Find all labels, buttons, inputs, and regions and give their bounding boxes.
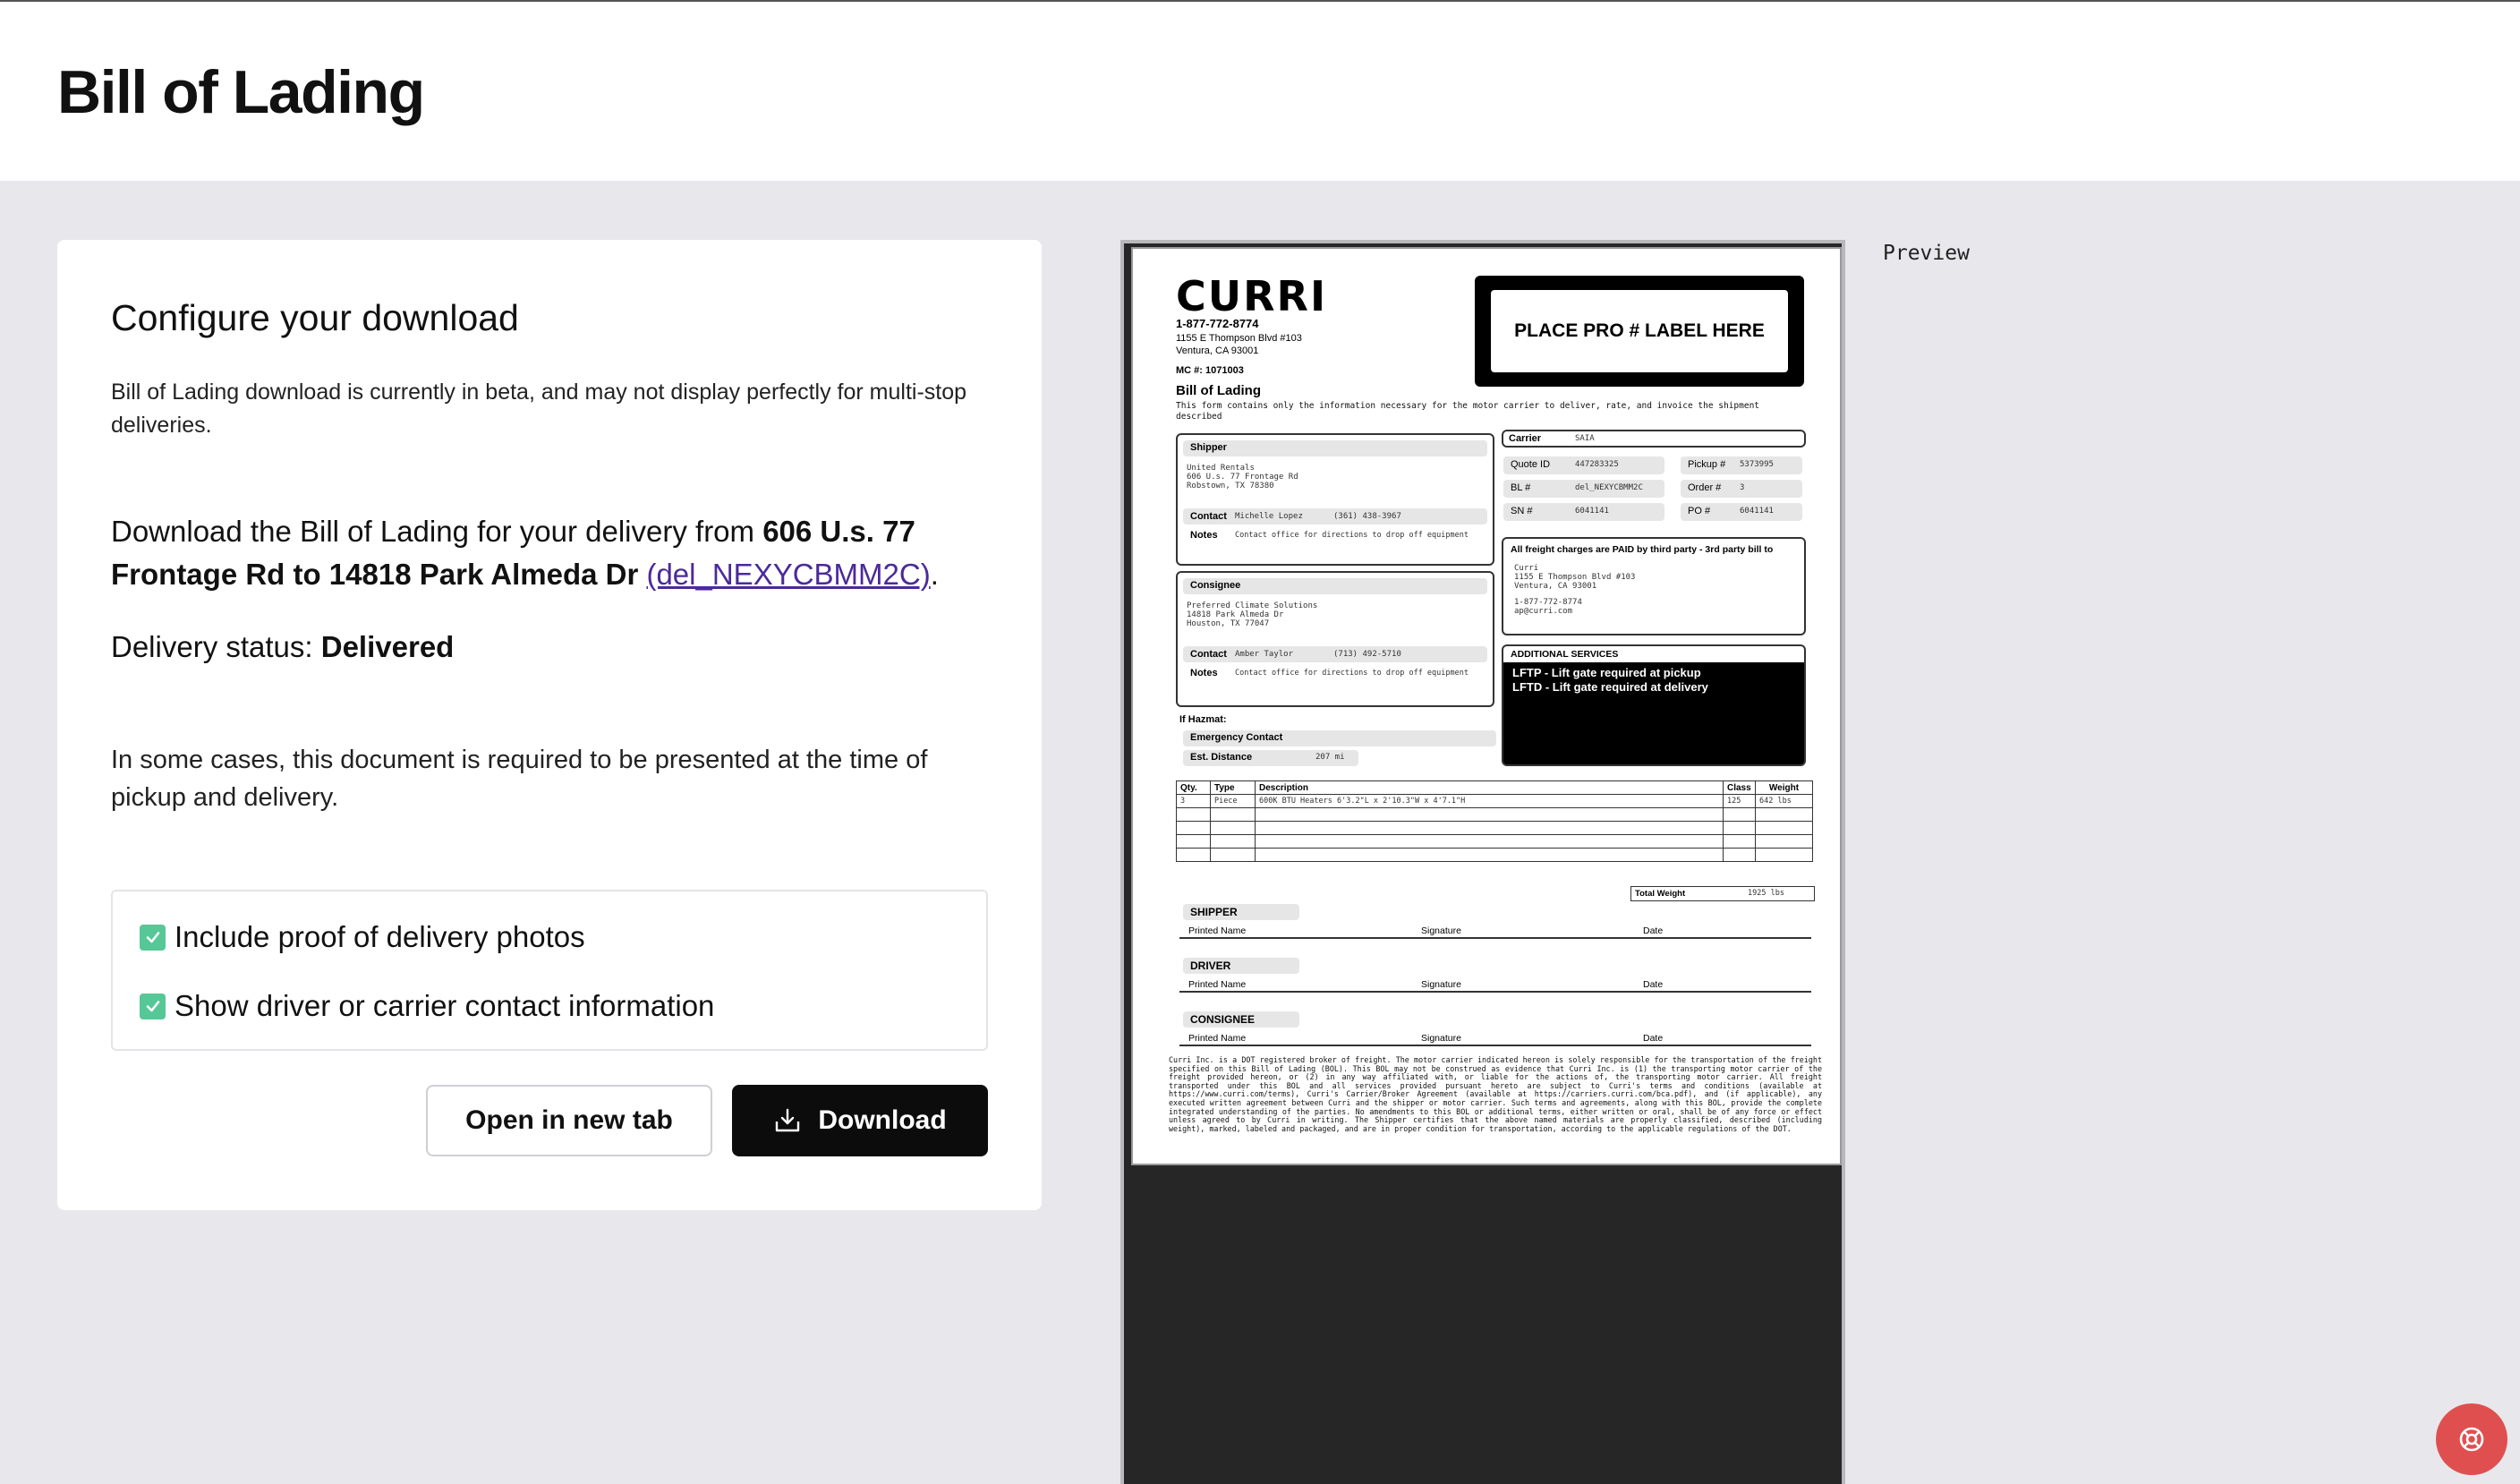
help-widget-button[interactable]	[2436, 1403, 2507, 1475]
pro-label-box	[1475, 276, 1804, 387]
shipper-box	[1176, 433, 1494, 566]
open-new-tab-button[interactable]	[426, 1085, 712, 1156]
sig-printed-name: Printed Name	[1188, 979, 1247, 990]
table-header-row	[1177, 781, 1813, 795]
checkbox-checked-icon[interactable]	[140, 925, 166, 951]
sig-signature: Signature	[1421, 1033, 1461, 1044]
sig-signature: Signature	[1421, 925, 1461, 936]
shipper-contact: Michelle Lopez	[1235, 512, 1303, 521]
signature-line	[1179, 937, 1811, 939]
po-pill	[1681, 503, 1802, 521]
legal-text: Curri Inc. is a DOT registered broker of freight. The motor carrier indicated hereon is solely responsible for the transportation of the freight specified on this Bill of Lading (BOL). This BOL may not be construed as evidence that Curri Inc. is (1) the transporting motor carrier of the freight provided hereon, or (2) in any way affiliated with, or liable for the actions of, the transporting motor carrier. All freight transported under this BOL and all services provided pursuant hereto are subject to Curri's terms and conditions (available at https://www.curri.com/terms), Curri's Carrier/Broker Agreement (available at https://carriers.curri.com/bca.pdf), and (if applicable), any executed written agreement between Curri and the shipper or motor carrier. Such terms and agreements, along with this BOL, provide the complete integrated understanding of the parties. No amendments to this BOL or additional terms, either written or oral, shall be of any force or effect unless agreed to by Curri in writing. The Shipper certifies that the above named materials are properly classified, described (including weight), marked, labeled and packaged, and are in proper condition for transportation, according to the applicable regulations of the DOT.	[1169, 1055, 1822, 1133]
bol-subtitle: This form contains only the information necessary for the motor carrier to deliver, rate, and invoice the shipment described	[1176, 401, 1760, 422]
carrier-label: Carrier	[1509, 433, 1542, 444]
consignee-contact-label: Contact	[1190, 649, 1227, 660]
delivery-status	[111, 630, 454, 664]
pickup-pill	[1681, 456, 1802, 474]
option-proof-photos[interactable]	[140, 920, 585, 954]
download-options	[111, 890, 988, 1051]
configure-title: Configure your download	[111, 297, 519, 338]
checkbox-checked-icon[interactable]	[140, 994, 166, 1019]
delivery-id-link[interactable]: (del_NEXYCBMM2C)	[646, 558, 931, 591]
option-label: Include proof of delivery photos	[175, 920, 585, 953]
sig-section-consignee: CONSIGNEE	[1183, 1011, 1299, 1028]
option-label: Show driver or carrier contact information	[175, 989, 715, 1022]
table-cell: 3	[1177, 795, 1211, 808]
consignee-phone: (713) 492-5710	[1333, 650, 1401, 659]
freight-email: ap@curri.com	[1514, 607, 1573, 616]
quote-id-value: 447283325	[1575, 460, 1619, 469]
shipper-notes: Contact office for directions to drop off equipment	[1235, 531, 1469, 540]
shipper-phone: (361) 438-3967	[1333, 512, 1401, 521]
page-header	[0, 2, 2520, 181]
lifebuoy-icon	[2456, 1423, 2488, 1455]
company-address1: 1155 E Thompson Blvd #103	[1176, 333, 1302, 344]
shipper-notes-label: Notes	[1190, 530, 1218, 541]
emergency-contact: Emergency Contact	[1183, 730, 1496, 746]
service-item: LFTP - Lift gate required at pickup	[1512, 666, 1701, 679]
sig-printed-name: Printed Name	[1188, 925, 1247, 936]
shipper-name: United Rentals	[1187, 464, 1255, 473]
table-row-empty	[1177, 822, 1813, 835]
desc-prefix: Download the Bill of Lading for your delivery from	[111, 515, 763, 548]
company-address2: Ventura, CA 93001	[1176, 345, 1259, 356]
requirement-note: In some cases, this document is required to be presented at the time of pickup and delivery.	[111, 746, 928, 812]
total-weight-box	[1630, 886, 1815, 901]
consignee-notes: Contact office for directions to drop off equipment	[1235, 669, 1469, 678]
carrier-box	[1502, 430, 1806, 448]
bol-title: Bill of Lading	[1176, 383, 1261, 398]
sig-date: Date	[1643, 1033, 1664, 1044]
po-label: PO #	[1688, 506, 1711, 516]
distance-label: Est. Distance	[1190, 752, 1253, 763]
pickup-value: 5373995	[1740, 460, 1774, 469]
order-value: 3	[1740, 483, 1745, 492]
shipper-label: Shipper	[1183, 440, 1487, 456]
freight-addr2: Ventura, CA 93001	[1514, 582, 1597, 591]
shipper-contact-label: Contact	[1190, 511, 1227, 522]
consignee-box	[1176, 571, 1494, 707]
configure-card	[57, 240, 1042, 1210]
freight-phone: 1-877-772-8774	[1514, 598, 1582, 607]
status-value: Delivered	[320, 630, 455, 663]
page-title: Bill of Lading	[57, 58, 424, 126]
freight-table	[1176, 780, 1813, 862]
signature-line	[1179, 991, 1811, 993]
consignee-contact: Amber Taylor	[1235, 650, 1294, 659]
company-phone: 1-877-772-8774	[1176, 317, 1259, 330]
shipper-addr2: Robstown, TX 78380	[1187, 482, 1274, 490]
freight-addr1: 1155 E Thompson Blvd #103	[1514, 573, 1636, 582]
freight-charges-box	[1502, 537, 1806, 635]
sig-signature: Signature	[1421, 979, 1461, 990]
total-weight-label: Total Weight	[1635, 889, 1686, 899]
sn-pill	[1503, 503, 1664, 521]
sig-section-shipper: SHIPPER	[1183, 904, 1299, 920]
open-button-label: Open in new tab	[465, 1105, 673, 1135]
download-icon	[773, 1106, 802, 1135]
order-pill	[1681, 480, 1802, 498]
mc-number: MC #: 1071003	[1176, 365, 1244, 376]
bl-label: BL #	[1511, 482, 1531, 493]
shipper-addr1: 606 U.s. 77 Frontage Rd	[1187, 473, 1298, 482]
desc-route: 606 U.s. 77 Frontage Rd to 14818 Park Almeda Dr	[111, 515, 915, 591]
carrier-value: SAIA	[1575, 434, 1595, 443]
table-header: Qty.	[1177, 781, 1211, 795]
freight-name: Curri	[1514, 564, 1539, 573]
table-cell: Piece	[1211, 795, 1256, 808]
sig-section-driver: DRIVER	[1183, 958, 1299, 974]
additional-services-box	[1502, 644, 1806, 766]
order-label: Order #	[1688, 482, 1722, 493]
sig-printed-name: Printed Name	[1188, 1033, 1247, 1044]
pickup-label: Pickup #	[1688, 459, 1726, 470]
download-description	[111, 510, 1006, 596]
sn-value: 6041141	[1575, 507, 1609, 516]
quote-id-label: Quote ID	[1511, 459, 1551, 470]
table-header: Class	[1724, 781, 1756, 795]
curri-logo: CURRI	[1176, 272, 1328, 320]
beta-note: Bill of Lading download is currently in beta, and may not display perfectly for multi-stop deliveries.	[111, 380, 967, 438]
table-header: Type	[1211, 781, 1256, 795]
consignee-addr2: Houston, TX 77047	[1187, 619, 1270, 628]
pro-label-text: PLACE PRO # LABEL HERE	[1491, 290, 1788, 372]
pdf-preview-viewer[interactable]	[1120, 240, 1845, 1484]
status-label: Delivery status:	[111, 630, 321, 663]
service-item: LFTD - Lift gate required at delivery	[1512, 680, 1708, 694]
table-row-empty	[1177, 808, 1813, 822]
consignee-notes-label: Notes	[1190, 668, 1218, 678]
hazmat-label: If Hazmat:	[1179, 714, 1227, 725]
po-value: 6041141	[1740, 507, 1774, 516]
consignee-addr1: 14818 Park Almeda Dr	[1187, 610, 1284, 619]
bol-document	[1131, 247, 1842, 1165]
table-row-empty	[1177, 849, 1813, 862]
table-row	[1177, 795, 1813, 808]
sn-label: SN #	[1511, 506, 1533, 516]
download-button-label: Download	[818, 1105, 947, 1135]
services-title: ADDITIONAL SERVICES	[1503, 646, 1804, 662]
freight-title: All freight charges are PAID by third party - 3rd party bill to	[1511, 544, 1774, 555]
sig-date: Date	[1643, 925, 1664, 936]
option-driver-contact[interactable]	[140, 989, 714, 1023]
table-header: Weight	[1756, 781, 1813, 795]
distance-value: 207 mi	[1315, 753, 1345, 762]
bl-value: del_NEXYCBMM2C	[1575, 483, 1643, 492]
quote-id-pill	[1503, 456, 1664, 474]
bl-pill	[1503, 480, 1664, 498]
table-cell: 600K BTU Heaters 6'3.2"L x 2'10.3"W x 4'7.1"H	[1256, 795, 1724, 808]
download-button[interactable]	[732, 1085, 988, 1156]
table-cell: 642 lbs	[1756, 795, 1813, 808]
distance-pill	[1183, 750, 1358, 766]
sig-date: Date	[1643, 979, 1664, 990]
preview-label: Preview	[1883, 242, 1970, 265]
table-cell: 125	[1724, 795, 1756, 808]
consignee-label: Consignee	[1183, 578, 1487, 594]
table-header: Description	[1256, 781, 1724, 795]
consignee-name: Preferred Climate Solutions	[1187, 601, 1318, 610]
desc-suffix: .	[930, 558, 939, 591]
signature-line	[1179, 1045, 1811, 1046]
table-row-empty	[1177, 835, 1813, 849]
total-weight-value: 1925 lbs	[1748, 889, 1784, 898]
